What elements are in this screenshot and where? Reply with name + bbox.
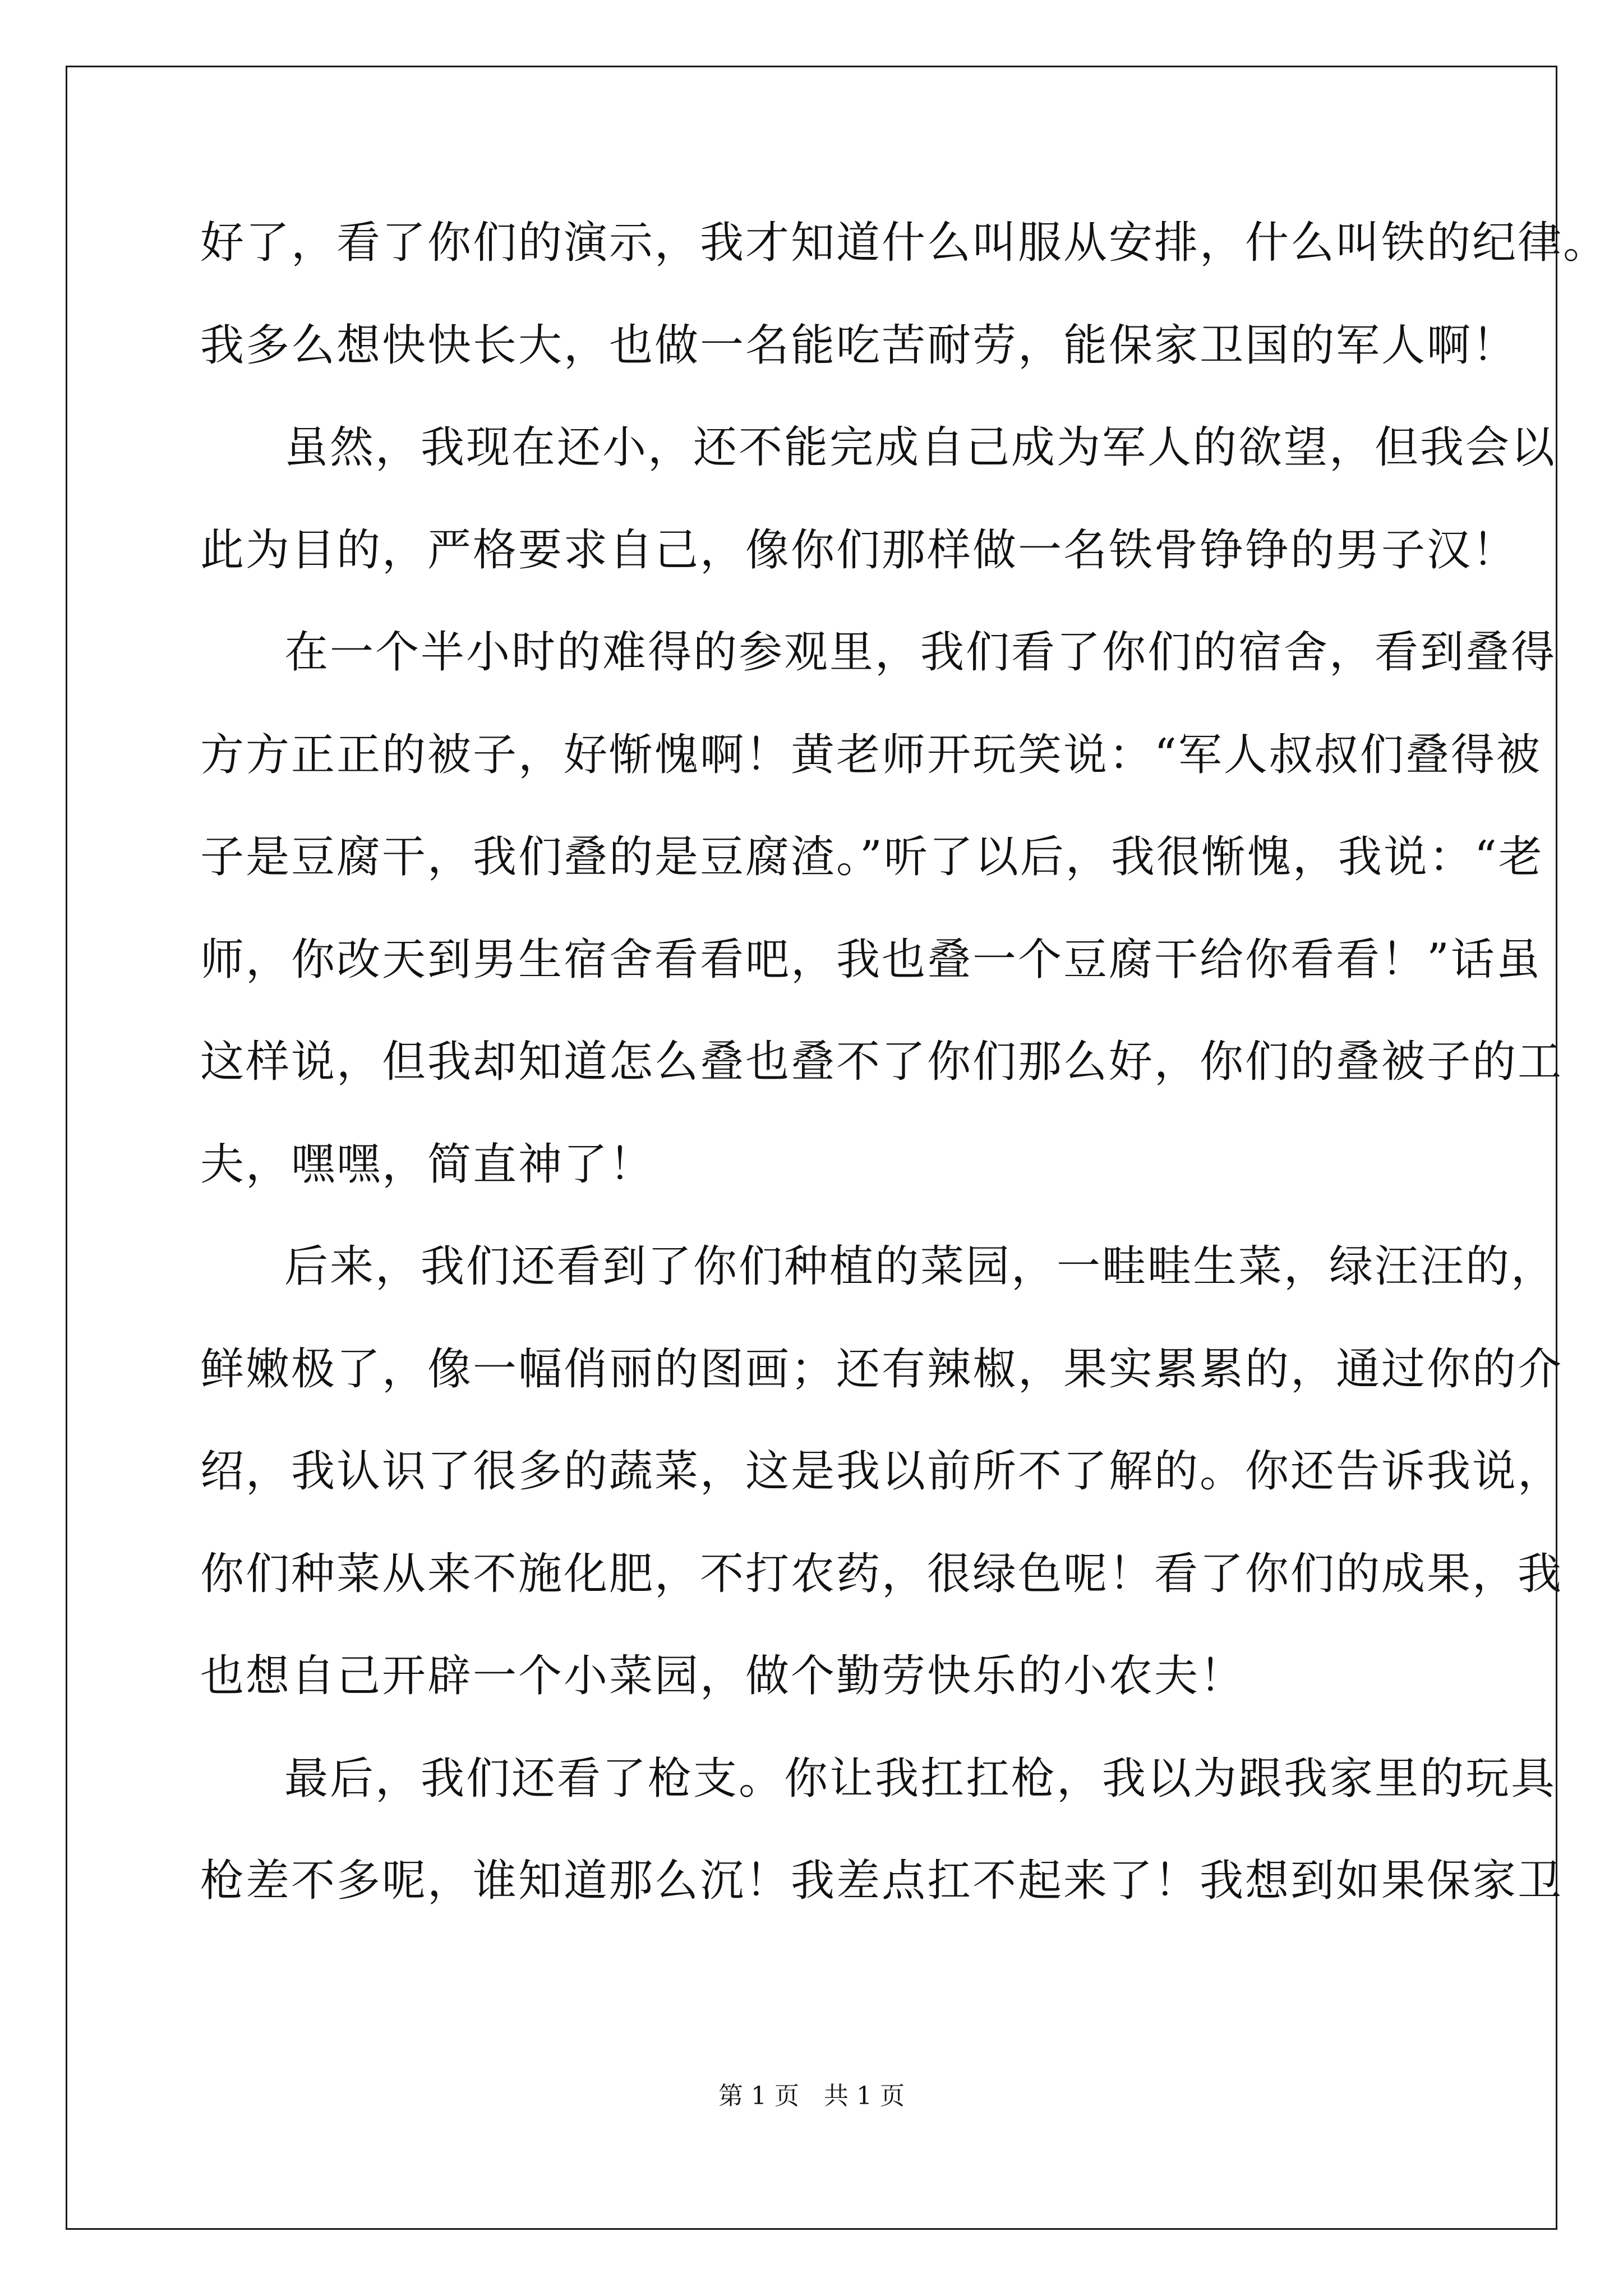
text-line: 此为目的，严格要求自己，像你们那样做一名铁骨铮铮的男子汉！: [200, 524, 1518, 576]
text-line: 枪差不多呢，谁知道那么沉！我差点扛不起来了！我想到如果保家卫: [200, 1856, 1564, 1906]
text-line: 方方正正的被子，好惭愧啊！黄老师开玩笑说：“军人叔叔们叠得被: [200, 729, 1542, 780]
text-line: 虽然，我现在还小，还不能完成自己成为军人的欲望，但我会以: [284, 422, 1557, 473]
text-line: 你们种菜从来不施化肥，不打农药，很绿色呢！看了你们的成果，我: [200, 1548, 1564, 1599]
text-line: 在一个半小时的难得的参观里，我们看了你们的宿舍，看到叠得: [284, 627, 1557, 678]
text-line: 夫，嘿嘿，简直神了！: [200, 1139, 655, 1190]
text-line: 子是豆腐干，我们叠的是豆腐渣。”听了以后，我很惭愧，我说：“老: [200, 832, 1544, 882]
text-line: 最后，我们还看了枪支。你让我扛扛枪，我以为跟我家里的玩具: [284, 1753, 1557, 1804]
text-line: 这样说，但我却知道怎么叠也叠不了你们那么好，你们的叠被子的工: [200, 1037, 1564, 1087]
text-line: 后来，我们还看到了你们种植的菜园，一畦畦生菜，绿汪汪的，: [284, 1241, 1557, 1292]
text-line: 也想自己开辟一个小菜园，做个勤劳快乐的小农夫！: [200, 1651, 1246, 1701]
text-line: 好了，看了你们的演示，我才知道什么叫服从安排，什么叫铁的纪律。: [200, 218, 1609, 268]
text-line: 师，你改天到男生宿舍看看吧，我也叠一个豆腐干给你看看！”话虽: [200, 934, 1542, 985]
text-line: 绍，我认识了很多的蔬菜，这是我以前所不了解的。你还告诉我说，: [200, 1446, 1564, 1497]
page-footer: 第 1 页 共 1 页: [718, 2082, 905, 2110]
text-line: 鲜嫩极了，像一幅俏丽的图画；还有辣椒，果实累累的，通过你的介: [200, 1343, 1564, 1395]
document-body: [200, 192, 1609, 1932]
text-line: 我多么想快快长大，也做一名能吃苦耐劳，能保家卫国的军人啊！: [200, 320, 1518, 371]
